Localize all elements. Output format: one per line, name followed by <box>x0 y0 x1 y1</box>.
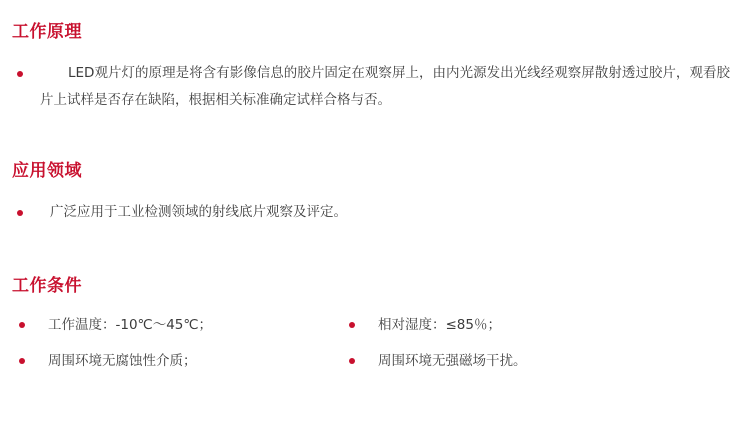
section-title-working-conditions: 工作条件 <box>12 275 82 296</box>
list-item <box>12 348 342 374</box>
list-item-text: LED观片灯的原理是将含有影像信息的胶片固定在观察屏上，由内光源发出光线经观察屏散射透过胶片，观看胶片上试样是否存在缺陷，根据相关标准确定试样合格与否。 <box>40 65 730 108</box>
list-item <box>342 312 738 338</box>
section-title-working-principle: 工作原理 <box>12 22 82 42</box>
bullet-dot-icon <box>17 210 23 216</box>
bullet-dot-icon <box>349 322 355 328</box>
section-working-conditions <box>12 226 738 375</box>
list-item-text: 相对湿度：≤85％； <box>378 317 501 334</box>
list-item-text: 周围环境无腐蚀性介质； <box>48 353 197 370</box>
bullet-dot-icon <box>19 358 25 364</box>
section-title-application-field: 应用领域 <box>12 161 82 182</box>
bullet-dot-icon <box>19 322 25 328</box>
list-item <box>12 60 738 113</box>
bullet-dot-icon <box>349 358 355 364</box>
working-principle-list <box>12 60 738 113</box>
section-application-field <box>12 113 738 226</box>
application-field-list <box>12 199 738 225</box>
list-item <box>12 312 342 338</box>
list-item-text: 工作温度：-10℃～45℃； <box>48 317 213 334</box>
list-item <box>12 199 738 225</box>
section-working-principle <box>12 0 738 113</box>
list-item <box>342 348 738 374</box>
bullet-dot-icon <box>17 71 23 77</box>
working-conditions-list <box>12 312 738 375</box>
list-item-text: 周围环境无强磁场干扰。 <box>378 353 527 370</box>
list-item-text: 广泛应用于工业检测领域的射线底片观察及评定。 <box>50 204 347 221</box>
